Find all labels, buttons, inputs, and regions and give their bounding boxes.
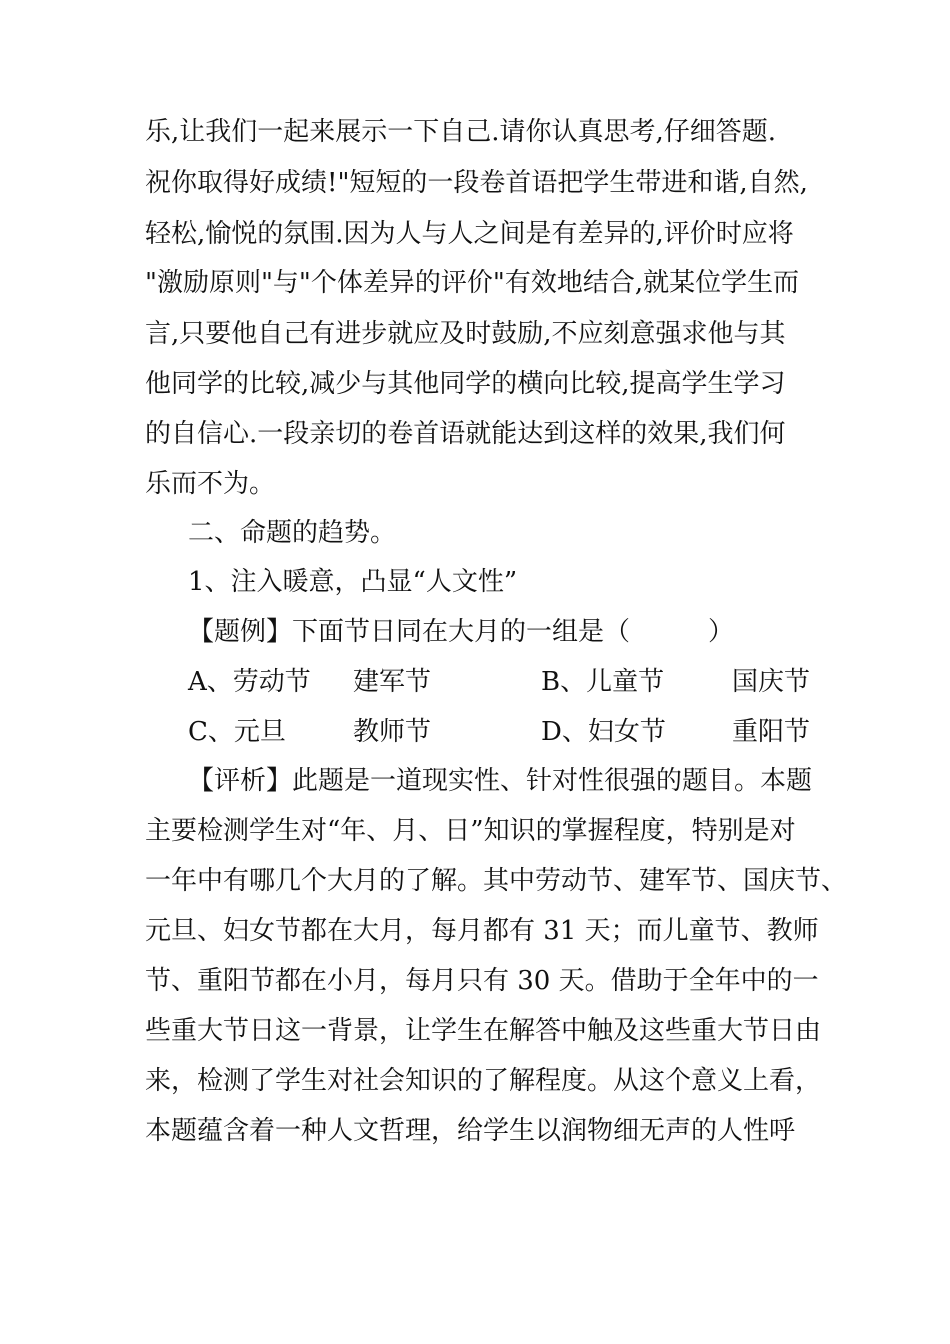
option-b-second: 国庆节: [732, 667, 811, 697]
analysis-line: 一年中有哪几个大月的了解。其中劳动节、建军节、国庆节、: [145, 866, 848, 896]
option-d-first: D、妇女节: [541, 717, 666, 747]
option-a-second: 建军节: [353, 667, 432, 697]
analysis-line: 节、重阳节都在小月，每月只有 30 天。借助于全年中的一: [145, 966, 819, 996]
analysis-line: 元旦、妇女节都在大月，每月都有 31 天；而儿童节、教师: [145, 916, 819, 946]
analysis-line: 来，检测了学生对社会知识的了解程度。从这个意义上看，: [145, 1066, 822, 1096]
subsection-heading: 1、注入暖意，凸显“人文性”: [188, 567, 518, 597]
paragraph-line: 的自信心.一段亲切的卷首语就能达到这样的效果,我们何: [145, 419, 786, 449]
paragraph-line: "激励原则"与"个体差异的评价"有效地结合,就某位学生而: [145, 268, 800, 298]
paragraph-line: 祝你取得好成绩!"短短的一段卷首语把学生带进和谐,自然,: [145, 168, 808, 198]
analysis-line: 主要检测学生对“年、月、日”知识的掌握程度，特别是对: [145, 816, 796, 846]
option-b-first: B、儿童节: [541, 667, 665, 697]
paragraph-line: 言,只要他自己有进步就应及时鼓励,不应刻意强求他与其: [145, 319, 786, 349]
example-question: 【题例】下面节日同在大月的一组是（ ）: [188, 617, 735, 647]
option-c-second: 教师节: [353, 717, 432, 747]
option-c-first: C、元旦: [188, 717, 286, 747]
paragraph-line: 乐而不为。: [145, 469, 276, 499]
paragraph-line: 轻松,愉悦的氛围.因为人与人之间是有差异的,评价时应将: [145, 219, 794, 249]
analysis-line: 【评析】此题是一道现实性、针对性很强的题目。本题: [188, 766, 813, 796]
analysis-line: 些重大节日这一背景，让学生在解答中触及这些重大节日由: [145, 1016, 822, 1046]
option-d-second: 重阳节: [732, 717, 811, 747]
section-heading: 二、命题的趋势。: [188, 518, 397, 548]
paragraph-line: 乐,让我们一起来展示一下自己.请你认真思考,仔细答题.: [145, 117, 777, 147]
paragraph-line: 他同学的比较,减少与其他同学的横向比较,提高学生学习: [145, 369, 786, 399]
option-a-first: A、劳动节: [188, 667, 311, 697]
analysis-line: 本题蕴含着一种人文哲理，给学生以润物细无声的人性呼: [145, 1116, 796, 1146]
